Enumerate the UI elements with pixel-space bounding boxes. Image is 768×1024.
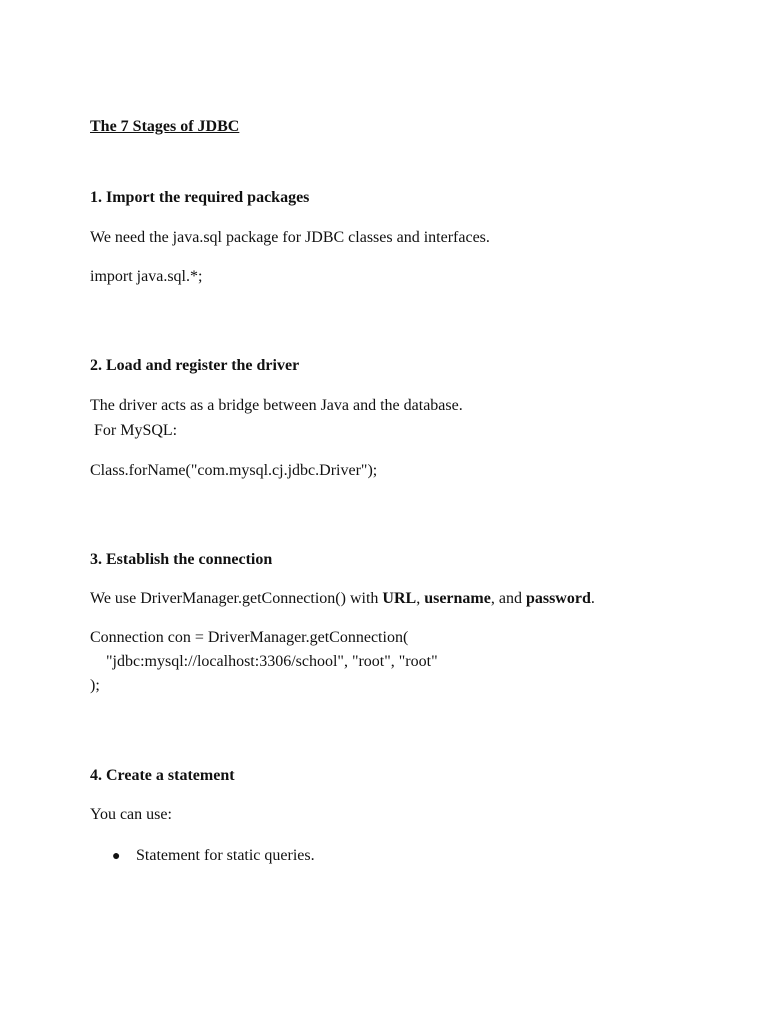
section-3-description-text-4: . <box>590 590 595 607</box>
section-4-description: You can use: <box>90 806 172 823</box>
bullet-icon: ● <box>112 849 121 864</box>
username-term: username <box>424 590 491 607</box>
list-item-text: Statement for static queries. <box>136 847 315 864</box>
section-4-heading: 4. Create a statement <box>90 767 235 784</box>
section-2-code: Class.forName("com.mysql.cj.jdbc.Driver"); <box>90 462 378 479</box>
section-3-heading: 3. Establish the connection <box>90 551 273 568</box>
list-item <box>112 846 315 867</box>
section-1-code: import java.sql.*; <box>90 268 203 285</box>
section-3-description-text-3: , and <box>490 590 526 607</box>
section-2-description: The driver acts as a bridge between Java and the database. <box>90 397 463 414</box>
section-3-code-line-3: ); <box>90 677 100 694</box>
section-3-description <box>90 589 595 609</box>
document-title: The 7 Stages of JDBC <box>90 118 240 135</box>
section-3-code-line-2: "jdbc:mysql://localhost:3306/school", "root", "root" <box>90 653 438 670</box>
password-term: password <box>525 590 591 607</box>
section-2-description-2: For MySQL: <box>90 422 178 439</box>
section-1-heading: 1. Import the required packages <box>90 189 310 206</box>
section-3-description-text-1: We use DriverManager.getConnection() with <box>90 590 383 607</box>
url-term: URL <box>382 590 417 607</box>
section-3-description-text-2: , <box>416 590 425 607</box>
section-3-code-line-1: Connection con = DriverManager.getConnection( <box>90 629 409 646</box>
section-1-description: We need the java.sql package for JDBC classes and interfaces. <box>90 229 490 246</box>
section-2-heading: 2. Load and register the driver <box>90 357 300 374</box>
